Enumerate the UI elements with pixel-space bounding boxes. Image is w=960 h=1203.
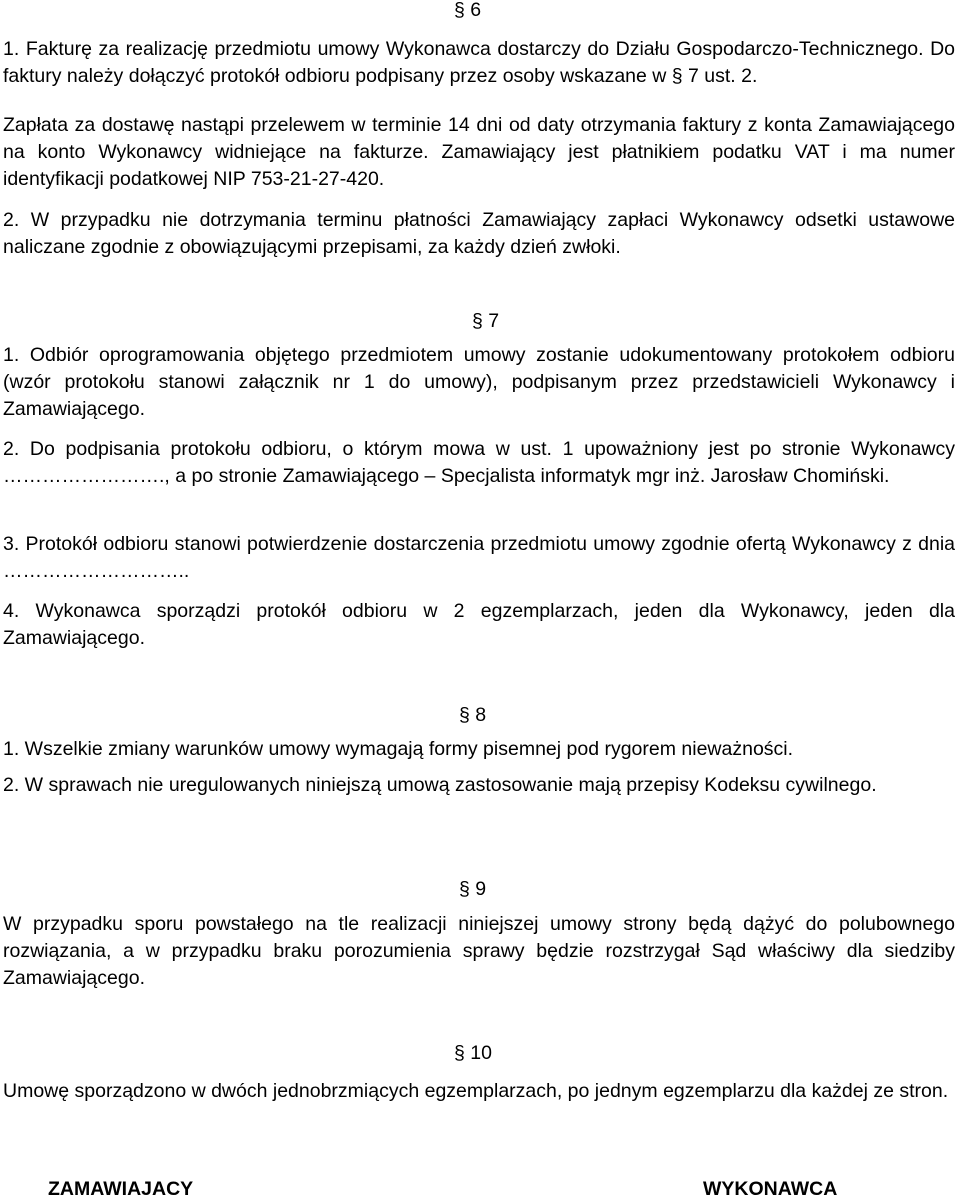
signature-zamawiajacy: ZAMAWIAJACY	[48, 1178, 194, 1200]
section-10-paragraph-1: Umowę sporządzono w dwóch jednobrzmiących egzemplarzach, po jednym egzemplarzu dla każdej ze stron.	[3, 1080, 949, 1102]
section-8-paragraph-2: 2. W sprawach nie uregulowanych niniejszą umową zastosowanie mają przepisy Kodeksu cywilnego.	[3, 774, 877, 796]
section-8-paragraph-1: 1. Wszelkie zmiany warunków umowy wymagają formy pisemnej pod rygorem nieważności.	[3, 738, 794, 760]
section-8-heading: § 8	[459, 704, 487, 726]
section-7-paragraph-1: 1. Odbiór oprogramowania objętego przedmiotem umowy zostanie udokumentowany protokołem odbioru (wzór protokołu stanowi załącznik nr 1 do umowy), podpisanym przez przedstawicieli Wykonawcy i Zamawiającego.	[3, 344, 955, 420]
section-6-heading: § 6	[454, 0, 482, 21]
signature-wykonawca: WYKONAWCA	[703, 1178, 838, 1200]
section-6-paragraph-1: 1. Fakturę za realizację przedmiotu umowy Wykonawca dostarczy do Działu Gospodarczo-Technicznego. Do faktury należy dołączyć protokół odbioru podpisany przez osoby wskazane w § 7 ust. 2.	[3, 38, 955, 87]
section-6-paragraph-2: 2. W przypadku nie dotrzymania terminu płatności Zamawiający zapłaci Wykonawcy odsetki ustawowe naliczane zgodnie z obowiązującymi przepisami, za każdy dzień zwłoki.	[3, 209, 955, 258]
section-7-paragraph-4: 4. Wykonawca sporządzi protokół odbioru w 2 egzemplarzach, jeden dla Wykonawcy, jeden dla Zamawiającego.	[3, 600, 955, 649]
section-7-paragraph-2: 2. Do podpisania protokołu odbioru, o którym mowa w ust. 1 upoważniony jest po stronie Wykonawcy ……………………., a po stronie Zamawiającego – Specjalista informatyk mgr inż. Jarosław Chomiński.	[3, 438, 955, 487]
section-6-paragraph-1-continued: Zapłata za dostawę nastąpi przelewem w terminie 14 dni od daty otrzymania faktury z konta Zamawiającego na konto Wykonawcy widniejące na fakturze. Zamawiający jest płatnikiem podatku VAT i ma numer identyfikacji podatkowej NIP 753-21-27-420.	[3, 114, 955, 190]
section-10-heading: § 10	[454, 1042, 492, 1064]
section-7-paragraph-3: 3. Protokół odbioru stanowi potwierdzenie dostarczenia przedmiotu umowy zgodnie ofertą Wykonawcy z dnia ………………………..	[3, 533, 955, 582]
section-7-heading: § 7	[472, 310, 500, 332]
section-9-heading: § 9	[459, 878, 487, 900]
section-9-paragraph-1: W przypadku sporu powstałego na tle realizacji niniejszej umowy strony będą dążyć do polubownego rozwiązania, a w przypadku braku porozumienia sprawy będzie rozstrzygał Sąd właściwy dla siedziby Zamawiającego.	[3, 913, 955, 989]
